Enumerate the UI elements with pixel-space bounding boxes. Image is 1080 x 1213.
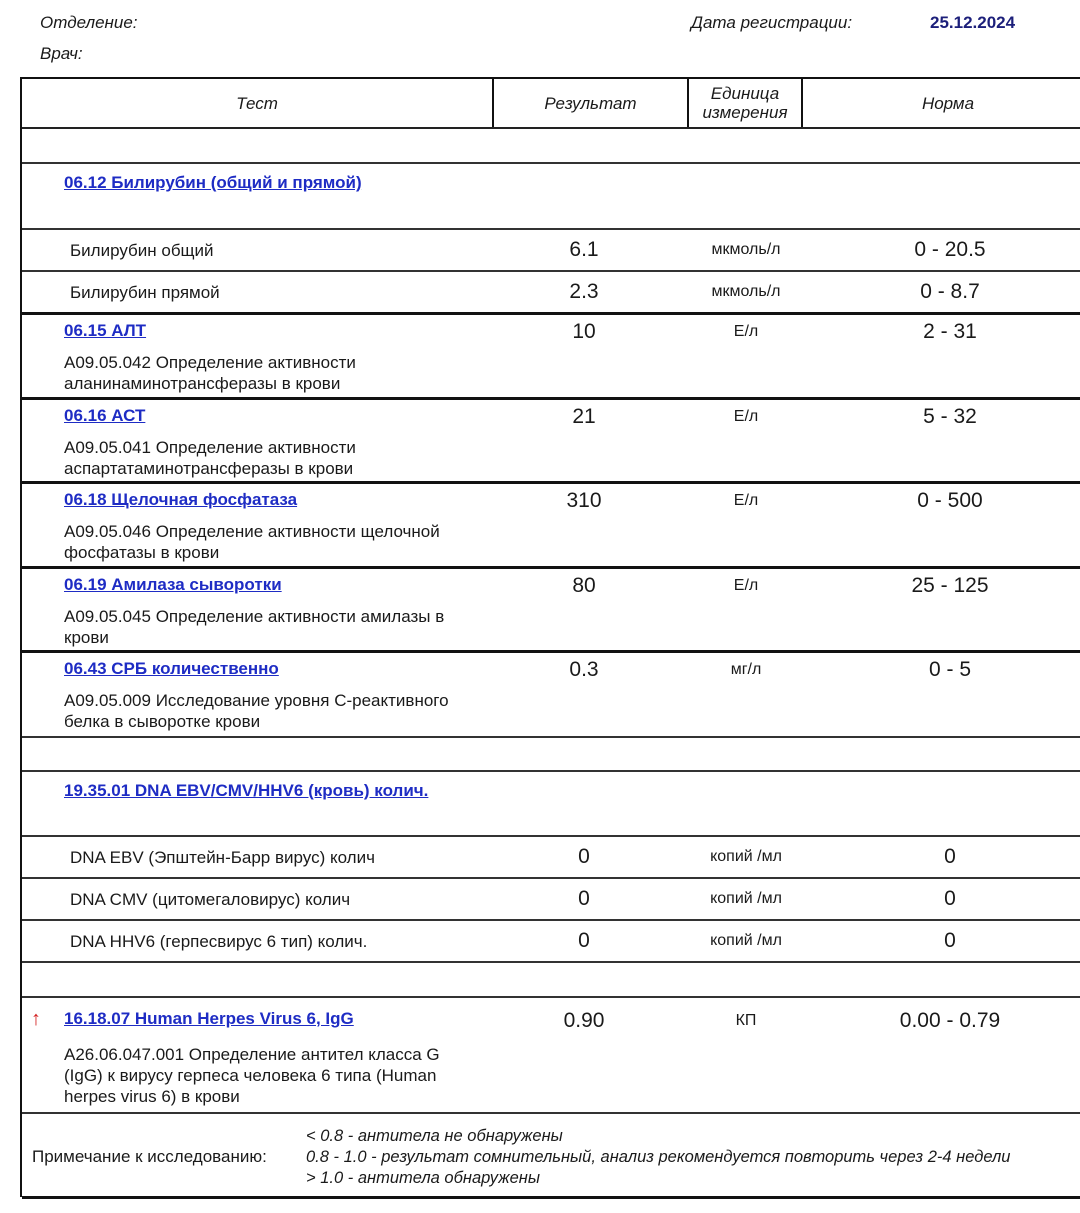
test-name: DNA HHV6 (герпесвирус 6 тип) колич. <box>70 932 368 951</box>
arrow-up-icon: ↑ <box>31 1008 41 1030</box>
test-description-line: A09.05.009 Исследование уровня С-реактивного <box>64 691 449 710</box>
note-label: Примечание к исследованию: <box>32 1147 267 1166</box>
test-norm: 0 - 500 <box>917 489 983 512</box>
test-description-line: A26.06.047.001 Определение антител класса G <box>64 1045 440 1064</box>
table-row <box>22 921 1080 963</box>
table-row-flagged <box>22 998 1080 1114</box>
test-unit: мкмоль/л <box>711 241 781 258</box>
doctor-label: Врач: <box>40 44 83 63</box>
test-result: 21 <box>572 405 596 428</box>
test-norm: 5 - 32 <box>923 405 977 428</box>
table-row <box>22 230 1080 272</box>
test-norm: 0.00 - 0.79 <box>899 1009 1001 1032</box>
test-title-link[interactable]: 16.18.07 Human Herpes Virus 6, IgG <box>64 1009 354 1028</box>
column-header-unit-line1: Единица <box>710 84 780 103</box>
test-name: Билирубин прямой <box>70 283 220 302</box>
empty-row <box>22 129 1080 164</box>
test-norm: 0 <box>944 929 956 952</box>
test-result: 0.3 <box>569 658 599 681</box>
test-unit: копий /мл <box>710 932 782 949</box>
test-description-line: фосфатазы в крови <box>64 543 220 562</box>
table-row <box>22 315 1080 400</box>
test-description-line: A09.05.042 Определение активности <box>64 353 356 372</box>
table-row <box>22 879 1080 921</box>
test-description <box>64 690 504 732</box>
table-row <box>22 484 1080 569</box>
test-title-link[interactable]: 06.16 АСТ <box>64 406 146 425</box>
column-header-norm: Норма <box>921 93 975 113</box>
test-description <box>64 1044 504 1107</box>
column-header-unit-line2: измерения <box>702 103 788 122</box>
test-unit: Е/л <box>733 577 759 594</box>
test-description <box>64 606 504 648</box>
group-title-link[interactable]: 19.35.01 DNA EBV/CMV/HHV6 (кровь) колич. <box>64 781 429 800</box>
test-unit: Е/л <box>733 408 759 425</box>
test-norm: 0 - 8.7 <box>920 280 980 303</box>
note-text <box>306 1126 1010 1189</box>
test-description-line: A09.05.041 Определение активности <box>64 438 356 457</box>
group-title-link[interactable]: 06.12 Билирубин (общий и прямой) <box>64 173 362 192</box>
group-header-row <box>22 772 1080 837</box>
test-unit: копий /мл <box>710 890 782 907</box>
test-unit: мг/л <box>730 661 762 678</box>
test-title-link[interactable]: 06.15 АЛТ <box>64 321 147 340</box>
test-title-link[interactable]: 06.18 Щелочная фосфатаза <box>64 490 298 509</box>
test-description-line: белка в сыворотке крови <box>64 712 261 731</box>
group-header-row <box>22 164 1080 230</box>
test-name: DNA EBV (Эпштейн-Барр вирус) колич <box>70 848 375 867</box>
column-header-result: Результат <box>494 79 689 127</box>
table-row <box>22 837 1080 879</box>
test-description-line: крови <box>64 628 109 647</box>
empty-row <box>22 738 1080 772</box>
test-result: 0 <box>578 929 590 952</box>
test-description <box>64 521 504 563</box>
test-norm: 0 - 5 <box>928 658 972 681</box>
test-norm: 25 - 125 <box>911 574 989 597</box>
note-line: < 0.8 - антитела не обнаружены <box>306 1127 563 1145</box>
table-header <box>22 79 1080 129</box>
test-description <box>64 437 504 479</box>
table-row <box>22 272 1080 315</box>
test-description-line: A09.05.045 Определение активности амилазы в <box>64 607 445 626</box>
test-result: 0 <box>578 845 590 868</box>
test-unit: мкмоль/л <box>711 283 781 300</box>
test-title-link[interactable]: 06.19 Амилаза сыворотки <box>64 575 282 594</box>
test-unit: КП <box>735 1012 757 1029</box>
test-unit: Е/л <box>733 492 759 509</box>
test-title-link[interactable]: 06.43 СРБ количественно <box>64 659 279 678</box>
test-name: Билирубин общий <box>70 241 214 260</box>
test-result: 2.3 <box>569 280 599 303</box>
column-header-unit <box>689 79 803 127</box>
test-result: 310 <box>566 489 602 512</box>
test-description <box>64 352 504 394</box>
test-unit: копий /мл <box>710 848 782 865</box>
test-result: 0 <box>578 887 590 910</box>
test-result: 6.1 <box>569 238 599 261</box>
test-result: 10 <box>572 320 596 343</box>
table-row <box>22 400 1080 484</box>
test-description-line: аспартатаминотрансферазы в крови <box>64 459 354 478</box>
test-norm: 0 - 20.5 <box>914 238 986 261</box>
test-norm: 2 - 31 <box>923 320 977 343</box>
note-row <box>22 1114 1080 1199</box>
note-line: 0.8 - 1.0 - результат сомнительный, анализ рекомендуется повторить через 2-4 недели <box>306 1148 1011 1166</box>
test-result: 0.90 <box>563 1009 605 1032</box>
test-description-line: аланинаминотрансферазы в крови <box>64 374 341 393</box>
test-norm: 0 <box>944 887 956 910</box>
empty-row <box>22 963 1080 998</box>
test-unit: Е/л <box>733 323 759 340</box>
column-header-test: Тест <box>22 79 494 127</box>
results-table <box>20 77 1080 1197</box>
test-description-line: (IgG) к вирусу герпеса человека 6 типа (Human <box>64 1066 437 1085</box>
test-norm: 0 <box>944 845 956 868</box>
test-result: 80 <box>572 574 596 597</box>
test-name: DNA CMV (цитомегаловирус) колич <box>70 890 351 909</box>
table-row <box>22 569 1080 653</box>
test-description-line: herpes virus 6) в крови <box>64 1087 240 1106</box>
note-line: > 1.0 - антитела обнаружены <box>306 1169 540 1187</box>
registration-date: 25.12.2024 <box>930 13 1016 32</box>
department-label: Отделение: <box>40 13 138 32</box>
test-description-line: A09.05.046 Определение активности щелочной <box>64 522 440 541</box>
registration-date-label: Дата регистрации: <box>691 13 853 32</box>
table-row <box>22 653 1080 738</box>
